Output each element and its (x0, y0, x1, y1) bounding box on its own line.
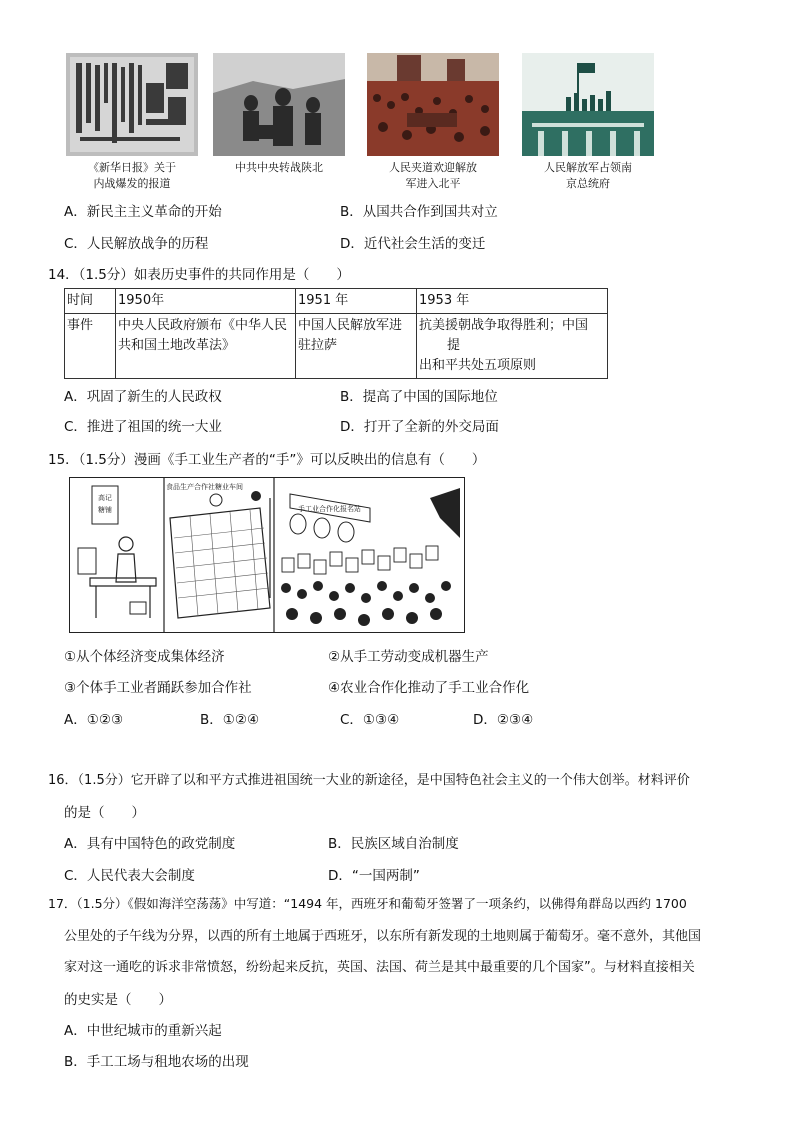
q15-option-b[interactable]: B．①②④ (200, 712, 260, 728)
q13-option-d[interactable]: D．近代社会生活的变迁 (340, 236, 486, 252)
q17-option-a[interactable]: A．中世纪城市的重新兴起 (64, 1023, 222, 1039)
q15-stem: 15．（1.5分）漫画《手工业生产者的“手”》可以反映出的信息有（ ） (48, 452, 486, 468)
table-header-1953: 1953 年 (417, 289, 608, 314)
svg-text:手工业合作化报名站: 手工业合作化报名站 (298, 505, 361, 513)
svg-text:食品生产合作社糖业车间: 食品生产合作社糖业车间 (166, 483, 243, 491)
q17-stem-line4: 的史实是（ ） (64, 992, 172, 1008)
q15-statement-4: ④农业合作化推动了手工业合作化 (328, 680, 530, 696)
q17-stem-line1: 17．（1.5分）《假如海洋空荡荡》中写道：“1494 年，西班牙和葡萄牙签署了一项条约，以佛得角群岛以西约 1700 (48, 896, 687, 911)
q15-cartoon (69, 477, 465, 633)
q16-stem-line2: 的是（ ） (64, 805, 145, 821)
q14-option-b[interactable]: B．提高了中国的国际地位 (340, 389, 498, 405)
q17-option-b[interactable]: B．手工工场与租地农场的出现 (64, 1054, 249, 1070)
photo-newspaper (66, 53, 198, 156)
q17-stem-line2: 公里处的子午线为分界，以西的所有土地属于西班牙，以东所有新发现的土地则属于葡萄牙。毫不意外，其他国 (64, 929, 702, 944)
svg-text:糖铺: 糖铺 (98, 506, 112, 514)
q16-stem-line1: 16．（1.5分）它开辟了以和平方式推进祖国统一大业的新途径，是中国特色社会主义的一个伟大创举。材料评价 (48, 773, 690, 788)
q16-option-c[interactable]: C．人民代表大会制度 (64, 868, 195, 884)
table-row (65, 289, 608, 314)
q14-option-c[interactable]: C．推进了祖国的统一大业 (64, 419, 222, 435)
table-row (65, 314, 608, 379)
q13-option-b[interactable]: B．从国共合作到国共对立 (340, 204, 498, 220)
q16-option-b[interactable]: B．民族区域自治制度 (328, 836, 459, 852)
q14-events-table (64, 288, 608, 379)
q15-statement-2: ②从手工劳动变成机器生产 (328, 649, 489, 665)
q15-option-a[interactable]: A．①②③ (64, 712, 124, 728)
photo-caption-1: 《新华日报》关于 内战爆发的报道 (88, 161, 176, 190)
table-row-label: 事件 (65, 314, 116, 379)
q16-option-d[interactable]: D．“一国两制” (328, 868, 420, 884)
table-header-1951: 1951 年 (296, 289, 417, 314)
q14-option-a[interactable]: A．巩固了新生的人民政权 (64, 389, 222, 405)
photo-nanjing-presidential-palace (522, 53, 654, 156)
q15-statement-1: ①从个体经济变成集体经济 (64, 649, 225, 665)
table-cell-1953: 抗美援朝战争取得胜利；中国 提 出和平共处五项原则 (417, 314, 608, 379)
photo-caption-3: 人民夹道欢迎解放 军进入北平 (389, 161, 477, 190)
q14-stem: 14．（1.5分）如表历史事件的共同作用是（ ） (48, 267, 350, 283)
q16-option-a[interactable]: A．具有中国特色的政党制度 (64, 836, 236, 852)
photo-beiping-welcome (367, 53, 499, 156)
photo-march-shaanbei (213, 53, 345, 156)
table-header-1950: 1950年 (116, 289, 296, 314)
q15-option-c[interactable]: C．①③④ (340, 712, 400, 728)
q13-option-a[interactable]: A．新民主主义革命的开始 (64, 204, 222, 220)
q13-option-c[interactable]: C．人民解放战争的历程 (64, 236, 209, 252)
photo-caption-4: 人民解放军占领南 京总统府 (544, 161, 632, 190)
q15-option-d[interactable]: D．②③④ (473, 712, 534, 728)
photo-caption-2: 中共中央转战陕北 (235, 161, 323, 174)
q14-option-d[interactable]: D．打开了全新的外交局面 (340, 419, 499, 435)
q17-stem-line3: 家对这一通吃的诉求非常愤怒，纷纷起来反抗，英国、法国、荷兰是其中最重要的几个国家”。与材料直接相关 (64, 960, 695, 975)
table-header-time: 时间 (65, 289, 116, 314)
table-cell-1951: 中国人民解放军进 驻拉萨 (296, 314, 417, 379)
q15-statement-3: ③个体手工业者踊跃参加合作社 (64, 680, 252, 696)
svg-text:高记: 高记 (98, 494, 112, 502)
table-cell-1950: 中央人民政府颁布《中华人民 共和国土地改革法》 (116, 314, 296, 379)
